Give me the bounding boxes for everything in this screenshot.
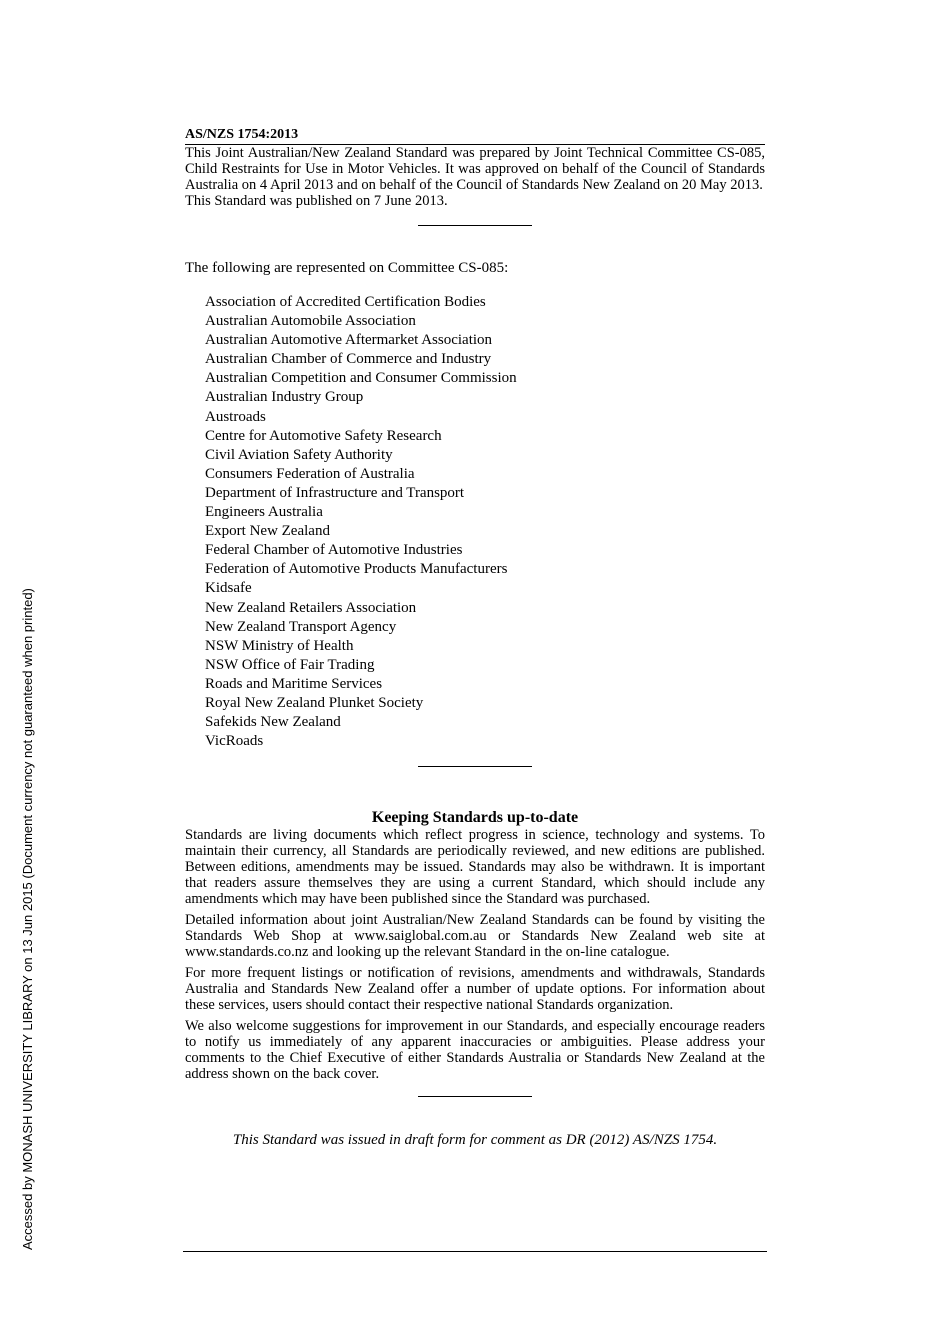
footer-rule	[183, 1251, 767, 1252]
committee-member: Federal Chamber of Automotive Industries	[205, 542, 463, 559]
section-heading: Keeping Standards up-to-date	[371, 809, 579, 827]
committee-member: Kidsafe	[205, 580, 252, 597]
committee-member: New Zealand Transport Agency	[205, 618, 397, 635]
document-id: AS/NZS 1754:2013	[185, 127, 299, 142]
committee-member: NSW Office of Fair Trading	[205, 656, 375, 673]
committee-member: Australian Industry Group	[205, 389, 364, 406]
divider-rule	[418, 1096, 532, 1097]
committee-member: Australian Competition and Consumer Commission	[205, 370, 517, 387]
paragraph: For more frequent listings or notification of revisions, amendments and withdrawals, Standards Australia and Standards New Zealand offer a number of update options. For information about these services, users should contact their respective national Standards organization.	[185, 965, 765, 1014]
paragraph: Detailed information about joint Australian/New Zealand Standards can be found by visiting the Standards Web Shop at www.saiglobal.com.au or Standards New Zealand web site at www.standards.co.nz and looking up the relevant Standard in the on-line catalogue.	[185, 912, 765, 961]
approval-text: This Joint Australian/New Zealand Standard was prepared by Joint Technical Committee CS-085, Child Restraints for Use in Motor Vehicles. It was approved on behalf of the Council of Standards Australia on 4 April 2013 and on behalf of the Council of Standards New Zealand on 20 May 2013.	[185, 145, 765, 193]
access-stamp: Accessed by MONASH UNIVERSITY LIBRARY on 13 Jun 2015 (Document currency not guaranteed when printed)	[20, 588, 35, 1250]
draft-note: This Standard was issued in draft form for comment as DR (2012) AS/NZS 1754.	[232, 1132, 718, 1149]
committee-member: Roads and Maritime Services	[205, 675, 383, 692]
page-content	[185, 127, 765, 1149]
committee-member: New Zealand Retailers Association	[205, 599, 417, 616]
divider-rule	[418, 766, 532, 767]
committee-member: Engineers Australia	[205, 504, 323, 521]
paragraph: Standards are living documents which reflect progress in science, technology and systems. To maintain their currency, all Standards are periodically reviewed, and new editions are published. Between editions, amendments may be issued. Standards may also be withdrawn. It is important that readers assure themselves they are using a current Standard, which should include any amendments which may have been published since the Standard was purchased.	[185, 827, 765, 908]
committee-member: Association of Accredited Certification Bodies	[205, 294, 486, 310]
published-text: This Standard was published on 7 June 2013.	[185, 193, 448, 209]
committee-member: Austroads	[205, 408, 266, 425]
divider-rule	[418, 225, 532, 226]
committee-member: Export New Zealand	[205, 523, 330, 540]
committee-member: Royal New Zealand Plunket Society	[205, 694, 424, 711]
committee-member: Civil Aviation Safety Authority	[205, 446, 393, 463]
committee-member: Australian Automobile Association	[205, 313, 416, 330]
committee-member: Centre for Automotive Safety Research	[205, 427, 442, 444]
committee-member-list	[185, 293, 765, 751]
committee-member: Safekids New Zealand	[205, 714, 341, 731]
paragraph: We also welcome suggestions for improvement in our Standards, and especially encourage readers to notify us immediately of any apparent inaccuracies or ambiguities. Please address your comments to the Chief Executive of either Standards Australia or Standards New Zealand at the address shown on the back cover.	[185, 1018, 765, 1083]
committee-member: Consumers Federation of Australia	[205, 465, 415, 482]
committee-member: Federation of Automotive Products Manufacturers	[205, 561, 508, 578]
keeping-paragraphs	[185, 827, 765, 1082]
committee-member: VicRoads	[205, 733, 264, 750]
committee-intro: The following are represented on Committee CS-085:	[185, 260, 509, 276]
committee-member: Australian Automotive Aftermarket Association	[205, 332, 493, 349]
committee-member: Australian Chamber of Commerce and Industry	[205, 351, 492, 368]
committee-member: Department of Infrastructure and Transport	[205, 484, 465, 501]
committee-member: NSW Ministry of Health	[205, 637, 354, 654]
